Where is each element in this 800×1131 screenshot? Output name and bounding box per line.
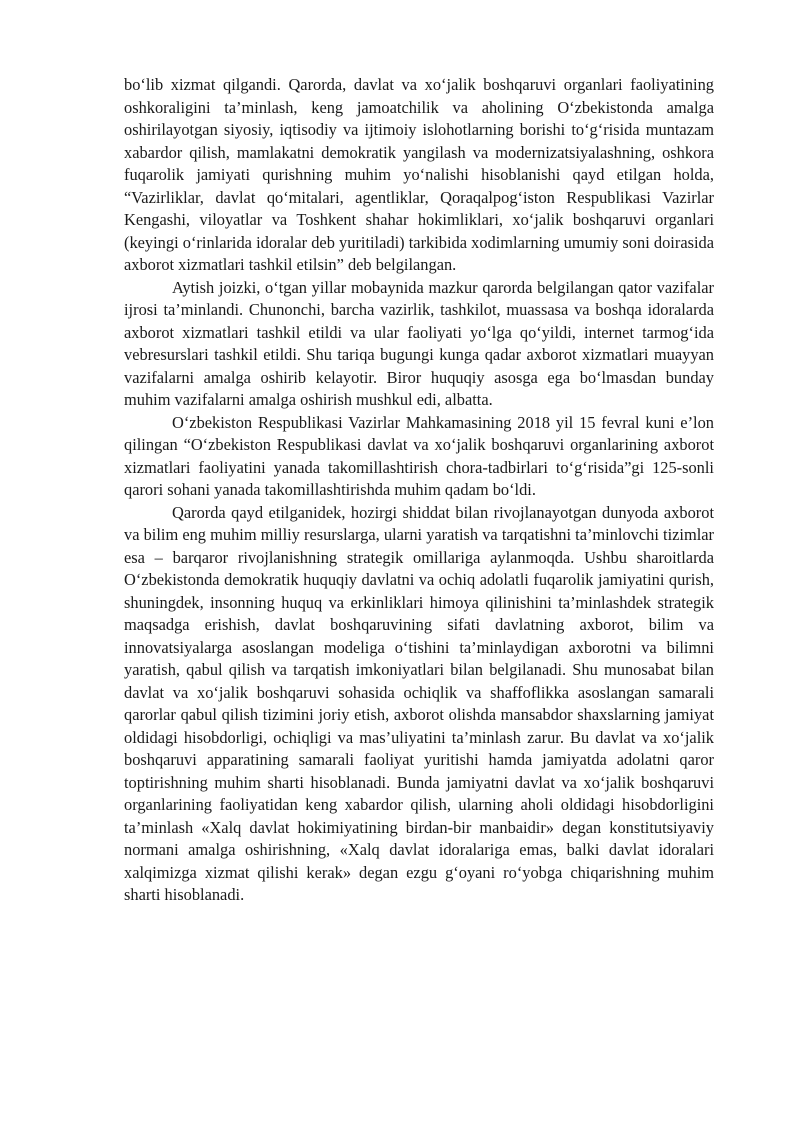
paragraph-continuation: bo‘lib xizmat qilgandi. Qarorda, davlat va xo‘jalik boshqaruvi organlari faoliyatining oshkoraligini ta’minlash, keng jamoatchilik va aholining O‘zbekistonda amalga oshirilayotgan siyosiy, iqtisodiy va ijtimoiy islohotlarning borishi to‘g‘risida muntazam xabardor qilish, mamlakatni demokratik yangilash va modernizatsiyalashning, oshkora fuqarolik jamiyati qurishning muhim yo‘nalishi hisoblanishi qayd etilgan holda, “Vazirliklar, davlat qo‘mitalari, agentliklar, Qoraqalpog‘iston Respublikasi Vazirlar Kengashi, viloyatlar va Toshkent shahar hokimliklari, xo‘jalik boshqaruvi organlari (keyingi o‘rinlarida idoralar deb yuritiladi) tarkibida xodimlarning umumiy soni doirasida axborot xizmatlari tashkil etilsin” deb belgilangan. [124, 75, 714, 274]
paragraph-resolution-125: O‘zbekiston Respublikasi Vazirlar Mahkamasining 2018 yil 15 fevral kuni e’lon qilingan “O‘zbekiston Respublikasi davlat va xo‘jalik boshqaruvi organlarining axborot xizmatlari faoliyatini yanada takomillashtirish chora-tadbirlari to‘g‘risida”gi 125-sonli qarori sohani yanada takomillashtirishda muhim qadam bo‘ldi. [124, 412, 714, 499]
paragraph-information-resources: Qarorda qayd etilganidek, hozirgi shiddat bilan rivojlanayotgan dunyoda axborot va bilim eng muhim milliy resurslarga, ularni yaratish va tarqatishni ta’minlovchi tizimlar esa – barqaror rivojlanishning strategik omillariga aylanmoqda. Ushbu sharoitlarda O‘zbekistonda demokratik huquqiy davlatni va ochiq adolatli fuqarolik jamiyatini qurish, shuningdek, insonning huquq va erkinliklari himoya qilinishini ta’minlashdek strategik maqsadga erishish, davlat boshqaruvining sifati davlatning axborot, bilim va innovatsiyalarga asoslangan modeliga o‘tishini ta’minlaydigan axborotni va bilimni yaratish, qabul qilish va tarqatish imkoniyatlari bilan belgilanadi. Shu munosabat bilan davlat va xo‘jalik boshqaruvi sohasida ochiqlik va shaffoflikka asoslangan samarali qarorlar qabul qilish tizimini joriy etish, axborot olishda mansabdor shaxslarning jamiyat oldidagi hisobdorligi, ochiqligi va mas’uliyatini ta’minlash zarur. Bu davlat va xo‘jalik boshqaruvi apparatining samarali faoliyat yuritishi hamda jamiyatda adolatni qaror toptirishning muhim sharti hisoblanadi. Bunda jamiyatni davlat va xo‘jalik boshqaruvi organlarining faoliyatidan keng xabardor qilish, ularning aholi oldidagi hisobdorligini ta’minlash «Xalq davlat hokimiyatining birdan-bir manbaidir» degan konstitutsiyaviy normani amalga oshirishning, «Xalq davlat idoralariga emas, balki davlat idoralari xalqimizga xizmat qilishi kerak» degan ezgu g‘oyani ro‘yobga chiqarishning muhim sharti hisoblanadi. [124, 502, 714, 904]
paragraph-implementation: Aytish joizki, o‘tgan yillar mobaynida mazkur qarorda belgilangan qator vazifalar ijrosi ta’minlandi. Chunonchi, barcha vazirlik, tashkilot, muassasa va boshqa idoralarda axborot xizmatlari tashkil etildi va ular faoliyati yo‘lga qo‘yildi, internet tarmog‘ida vebresurslari tashkil etildi. Shu tariqa bugungi kunga qadar axborot xizmatlari muayyan vazifalarni amalga oshirib kelayotir. Biror huquqiy asosga ega bo‘lmasdan bunday muhim vazifalarni amalga oshirish mushkul edi, albatta. [124, 277, 714, 409]
document-page [124, 74, 714, 907]
